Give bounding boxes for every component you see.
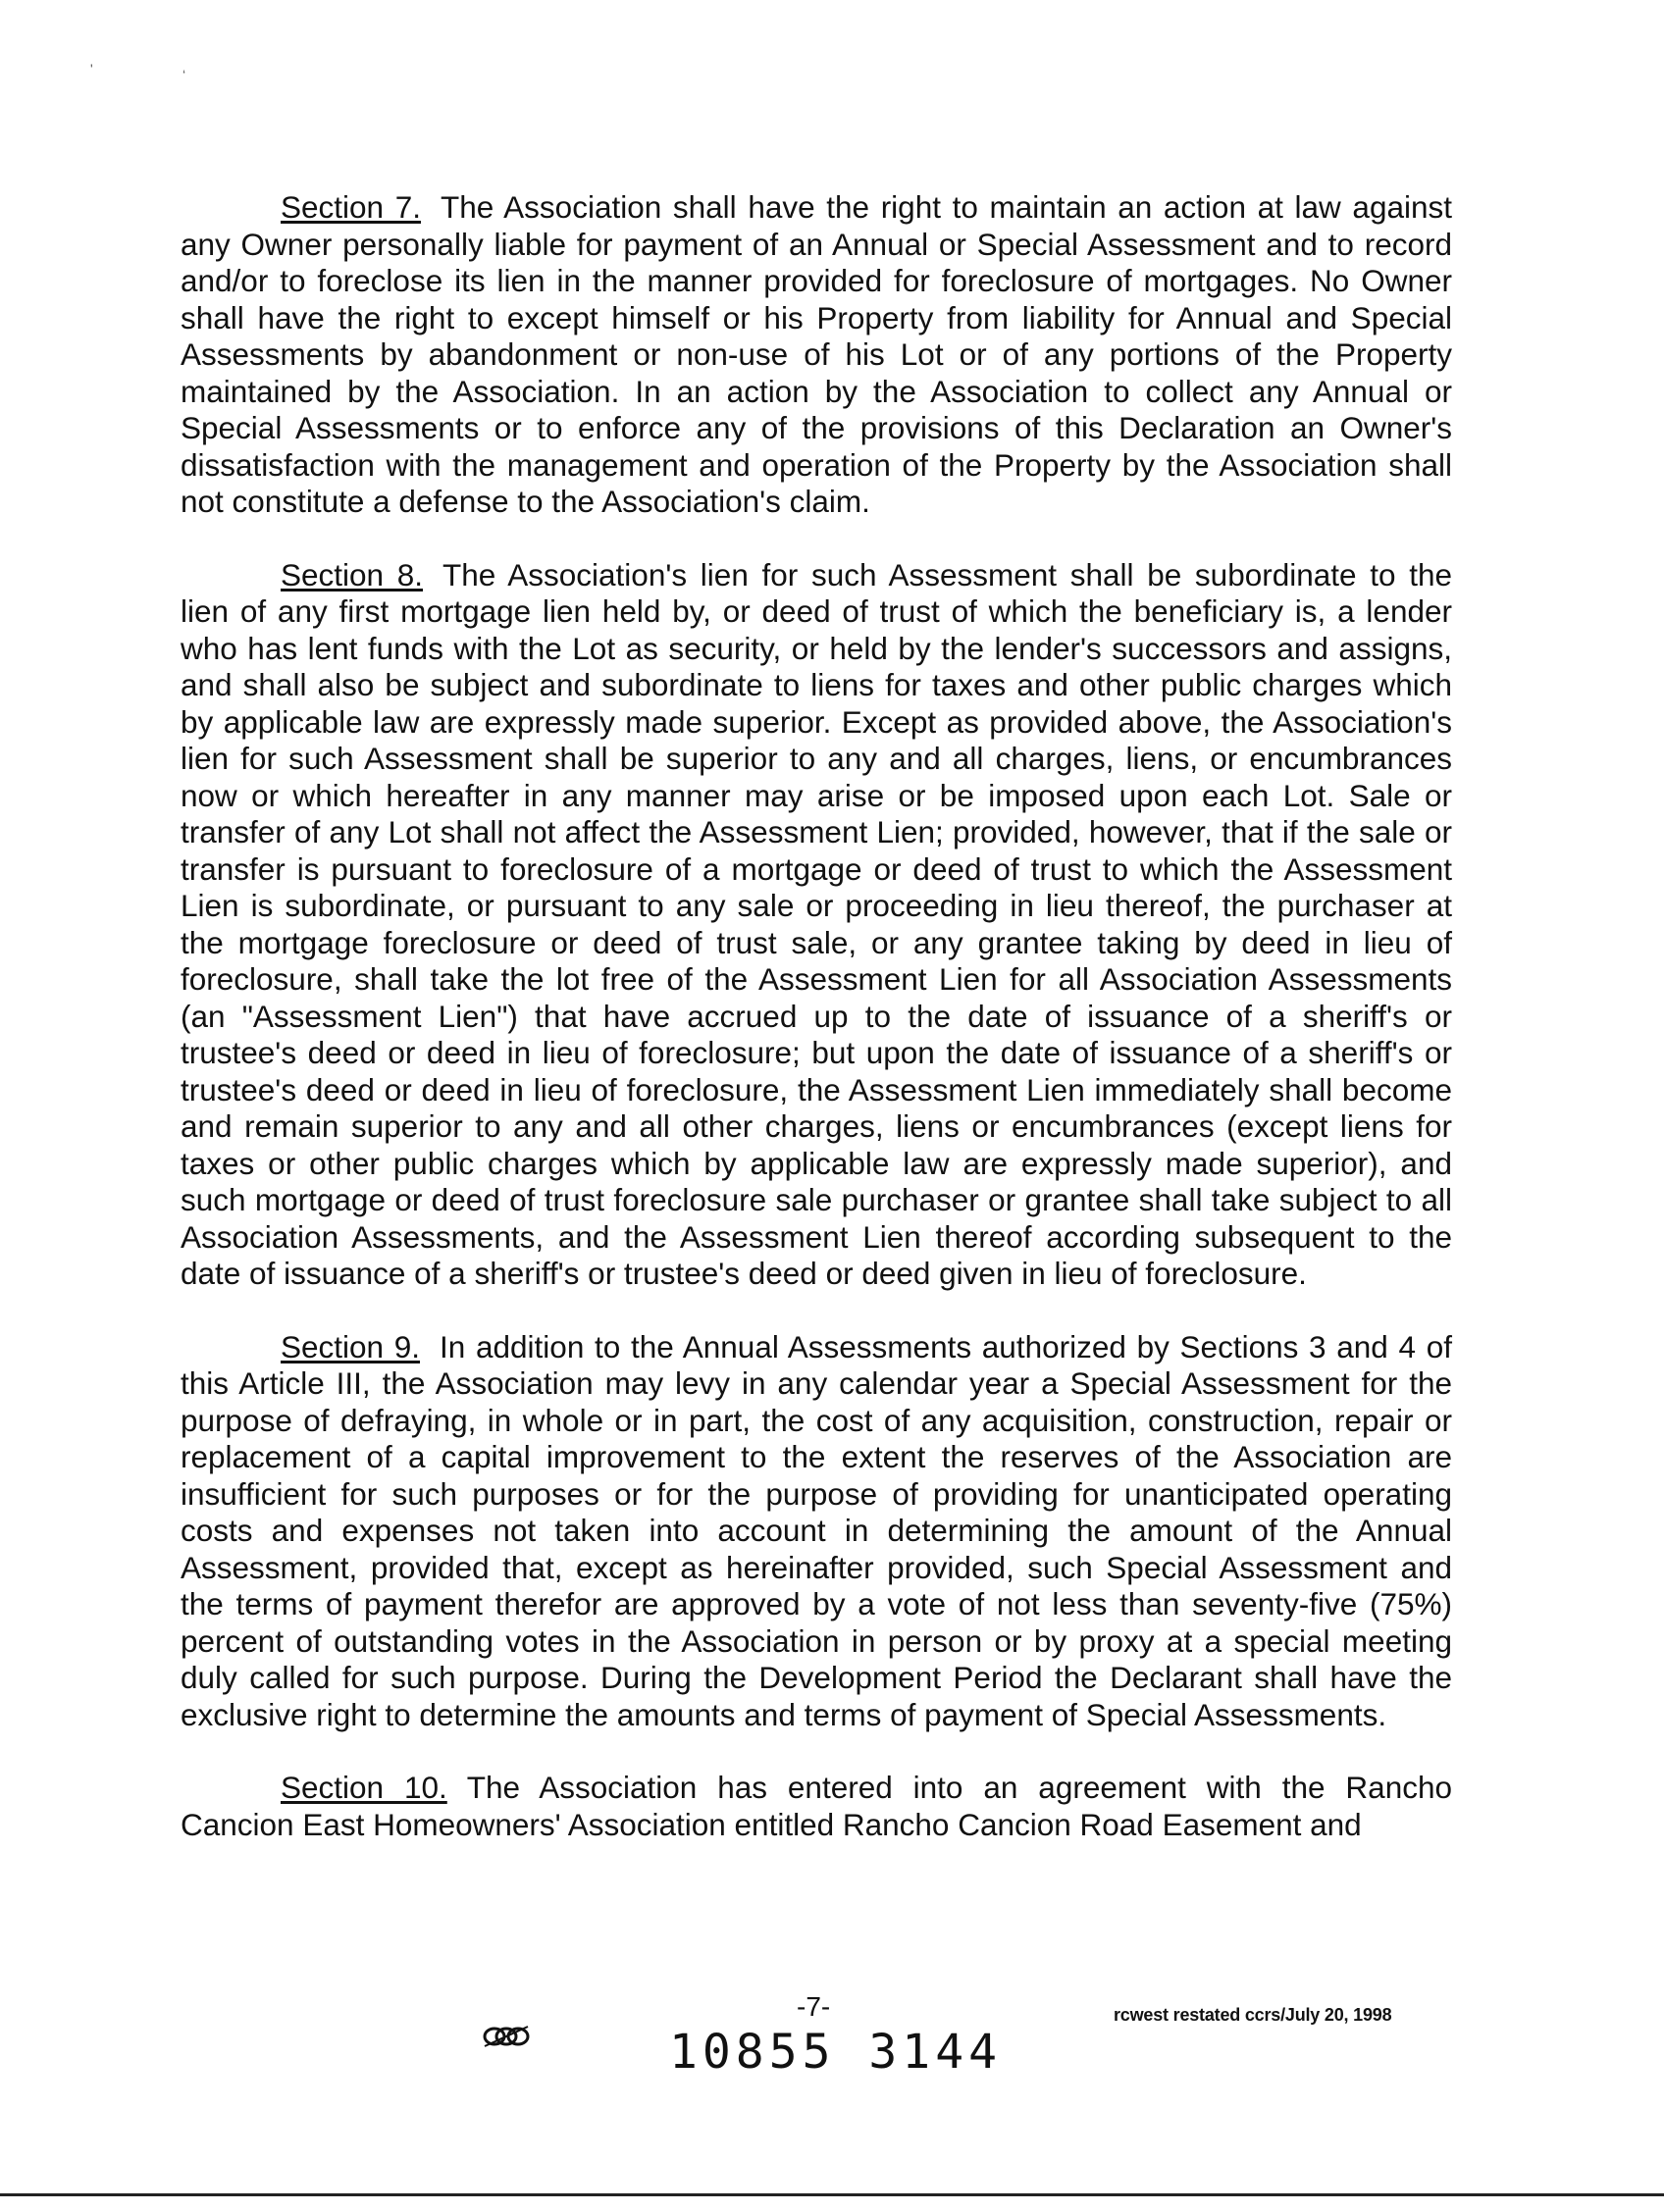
scan-speck: ‘ — [182, 67, 186, 82]
section-text: The Association's lien for such Assessment shall be subordinate to the lien of any first mortgage lien held by, or deed of trust of which the beneficiary is, a lender who has lent funds with the Lot as security, or held by the lender's successors and assigns, and shall also be subject and subordinate to liens for taxes and other public charges which by applicable law are expressly made superior. Except as provided above, the Association's lien for such Assessment shall be superior to any and all charges, liens, or encumbrances now or which hereafter in any manner may arise or be imposed upon each Lot. Sale or transfer of any Lot shall not affect the Assessment Lien; provided, however, that if the sale or transfer is pursuant to foreclosure of a mortgage or deed of trust to which the Assessment Lien is subordinate, or pursuant to any sale or proceeding in lieu thereof, the purchaser at the mortgage foreclosure or deed of trust sale, or any grantee taking by deed in lieu of foreclosure, shall take the lot free of the Assessment Lien for all Association Assessments (an "Assessment Lien") that have accrued up to the date of issuance of a sheriff's or trustee's deed or deed in lieu of foreclosure; but upon the date of issuance of a sheriff's or trustee's deed or deed in lieu of foreclosure, the Assessment Lien immediately shall become and remain superior to any and all other charges, liens or encumbrances (except liens for taxes or other public charges which by applicable law are expressly made superior), and such mortgage or deed of trust foreclosure sale purchaser or grantee shall take subject to all Association Assessments, and the Assessment Lien thereof according subsequent to the date of issuance of a sheriff's or trustee's deed or deed given in lieu of foreclosure. — [181, 556, 1452, 1291]
scan-speck: ' — [90, 61, 93, 77]
page-number: -7- — [797, 1991, 831, 2022]
section-label: Section 8. — [281, 556, 424, 592]
book-page-number: 10855 3144 — [669, 2025, 1002, 2080]
document-body — [181, 189, 1452, 1843]
recording-stamp-icon — [479, 2019, 534, 2054]
document-reference: rcwest restated ccrs/July 20, 1998 — [1114, 2005, 1392, 2025]
section-label: Section 7. — [281, 189, 421, 225]
section-text: The Association shall have the right to maintain an action at law against any Owner personally liable for payment of an Annual or Special Assessment and to record and/or to foreclose its lien in the manner provided for foreclosure of mortgages. No Owner shall have the right to except himself or his Property from liability for Annual and Special Assessments by abandonment or non-use of his Lot or of any portions of the Property maintained by the Association. In an action by the Association to collect any Annual or Special Assessments or to enforce any of the provisions of this Declaration an Owner's dissatisfaction with the management and operation of the Property by the Association shall not constitute a defense to the Association's claim. — [181, 189, 1452, 519]
section-label: Section 9. — [281, 1328, 421, 1364]
section-10 — [181, 1770, 1452, 1843]
section-label: Section 10. — [281, 1770, 447, 1805]
section-text: In addition to the Annual Assessments authorized by Sections 3 and 4 of this Article III, the Association may levy in any calendar year a Special Assessment for the purpose of defraying, in whole or in part, the cost of any acquisition, construction, repair or replacement of a capital improvement to the extent the reserves of the Association are insufficient for such purposes or for the purpose of providing for unanticipated operating costs and expenses not taken into account in determining the amount of the Annual Assessment, provided that, except as hereinafter provided, such Special Assessment and the terms of payment therefor are approved by a vote of not less than seventy-five (75%) percent of outstanding votes in the Association in person or by proxy at a special meeting duly called for such purpose. During the Development Period the Declarant shall have the exclusive right to determine the amounts and terms of payment of Special Assessments. — [181, 1328, 1452, 1732]
section-text: The Association has entered into an agreement with the Rancho Cancion East Homeowners' Association entitled Rancho Cancion Road Easement and — [181, 1770, 1452, 1842]
section-8 — [181, 557, 1452, 1293]
page-bottom-rule — [0, 2193, 1664, 2196]
section-9 — [181, 1329, 1452, 1734]
section-7 — [181, 189, 1452, 521]
